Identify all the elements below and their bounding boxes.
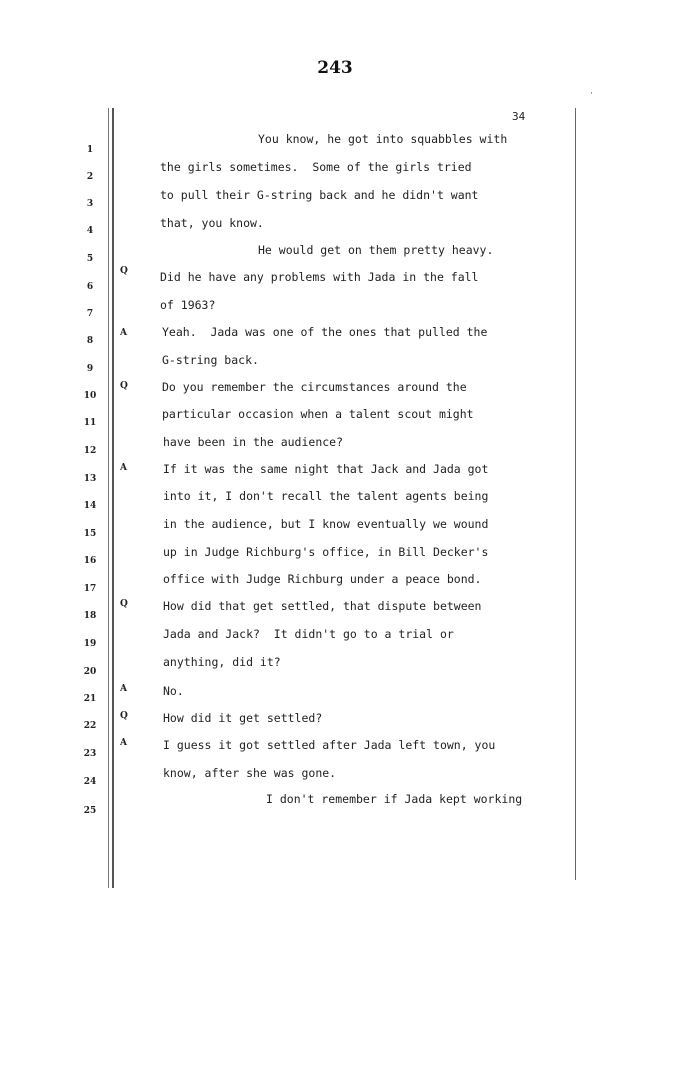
transcript-line: He would get on them pretty heavy. (258, 243, 494, 257)
line-number: 14 (83, 501, 97, 511)
right-margin-rule (575, 108, 576, 880)
line-number: 23 (83, 749, 97, 759)
transcript-line: If it was the same night that Jack and Jada got (163, 462, 489, 476)
line-number: 15 (83, 529, 97, 539)
page-number: 243 (317, 58, 353, 78)
left-margin-rule-double (112, 108, 114, 888)
margin-mark (591, 92, 592, 94)
transcript-line: office with Judge Richburg under a peace bond. (163, 572, 482, 586)
speaker-q: Q (120, 599, 128, 609)
line-number: 6 (86, 282, 94, 292)
transcript-line: Yeah. Jada was one of the ones that pulled the (162, 325, 488, 339)
line-number: 5 (86, 254, 94, 264)
line-number: 3 (86, 199, 94, 209)
line-number: 1 (86, 145, 94, 155)
transcript-line: How did that get settled, that dispute between (163, 599, 482, 613)
line-number: 18 (83, 611, 97, 621)
speaker-a: A (120, 328, 127, 338)
line-number: 20 (83, 667, 97, 677)
transcript-line: No. (163, 684, 184, 698)
transcript-line: Did he have any problems with Jada in the fall (160, 270, 479, 284)
line-number: 25 (83, 806, 97, 816)
transcript-line: particular occasion when a talent scout might (162, 407, 474, 421)
speaker-q: Q (120, 711, 128, 721)
transcript-line: up in Judge Richburg's office, in Bill Decker's (163, 545, 489, 559)
line-number: 12 (83, 446, 97, 456)
transcript-line: to pull their G-string back and he didn't want (160, 188, 479, 202)
line-number: 24 (83, 777, 97, 787)
transcript-line: I guess it got settled after Jada left town, you (163, 738, 496, 752)
line-number: 11 (83, 418, 97, 428)
transcript-line: You know, he got into squabbles with (258, 132, 508, 146)
left-margin-rule (108, 108, 109, 888)
transcript-line: in the audience, but I know eventually we wound (163, 517, 489, 531)
speaker-a: A (120, 738, 127, 748)
transcript-line: have been in the audience? (163, 435, 344, 449)
transcript-line: the girls sometimes. Some of the girls tried (160, 160, 472, 174)
speaker-a: A (120, 463, 127, 473)
transcript-line: anything, did it? (163, 655, 281, 669)
line-number: 2 (86, 172, 94, 182)
speaker-q: Q (120, 381, 128, 391)
speaker-a: A (120, 684, 127, 694)
transcript-line: into it, I don't recall the talent agents being (163, 489, 489, 503)
transcript-line: that, you know. (160, 216, 264, 230)
transcript-line: of 1963? (160, 298, 216, 312)
transcript-line: Jada and Jack? It didn't go to a trial or (163, 627, 454, 641)
speaker-q: Q (120, 266, 128, 276)
sheet-number: 34 (512, 110, 526, 123)
line-number: 13 (83, 474, 97, 484)
transcript-line: G-string back. (162, 353, 259, 367)
transcript-line: Do you remember the circumstances around the (162, 380, 467, 394)
line-number: 4 (86, 226, 94, 236)
line-number: 16 (83, 556, 97, 566)
transcript-line: How did it get settled? (163, 711, 323, 725)
line-number: 7 (86, 309, 94, 319)
transcript-line: know, after she was gone. (163, 766, 337, 780)
transcript-line: I don't remember if Jada kept working (266, 792, 523, 806)
line-number: 21 (83, 694, 97, 704)
line-number: 9 (86, 364, 94, 374)
line-number: 8 (86, 336, 94, 346)
line-number: 17 (83, 584, 97, 594)
line-number: 10 (83, 391, 97, 401)
line-number: 22 (83, 721, 97, 731)
line-number: 19 (83, 639, 97, 649)
